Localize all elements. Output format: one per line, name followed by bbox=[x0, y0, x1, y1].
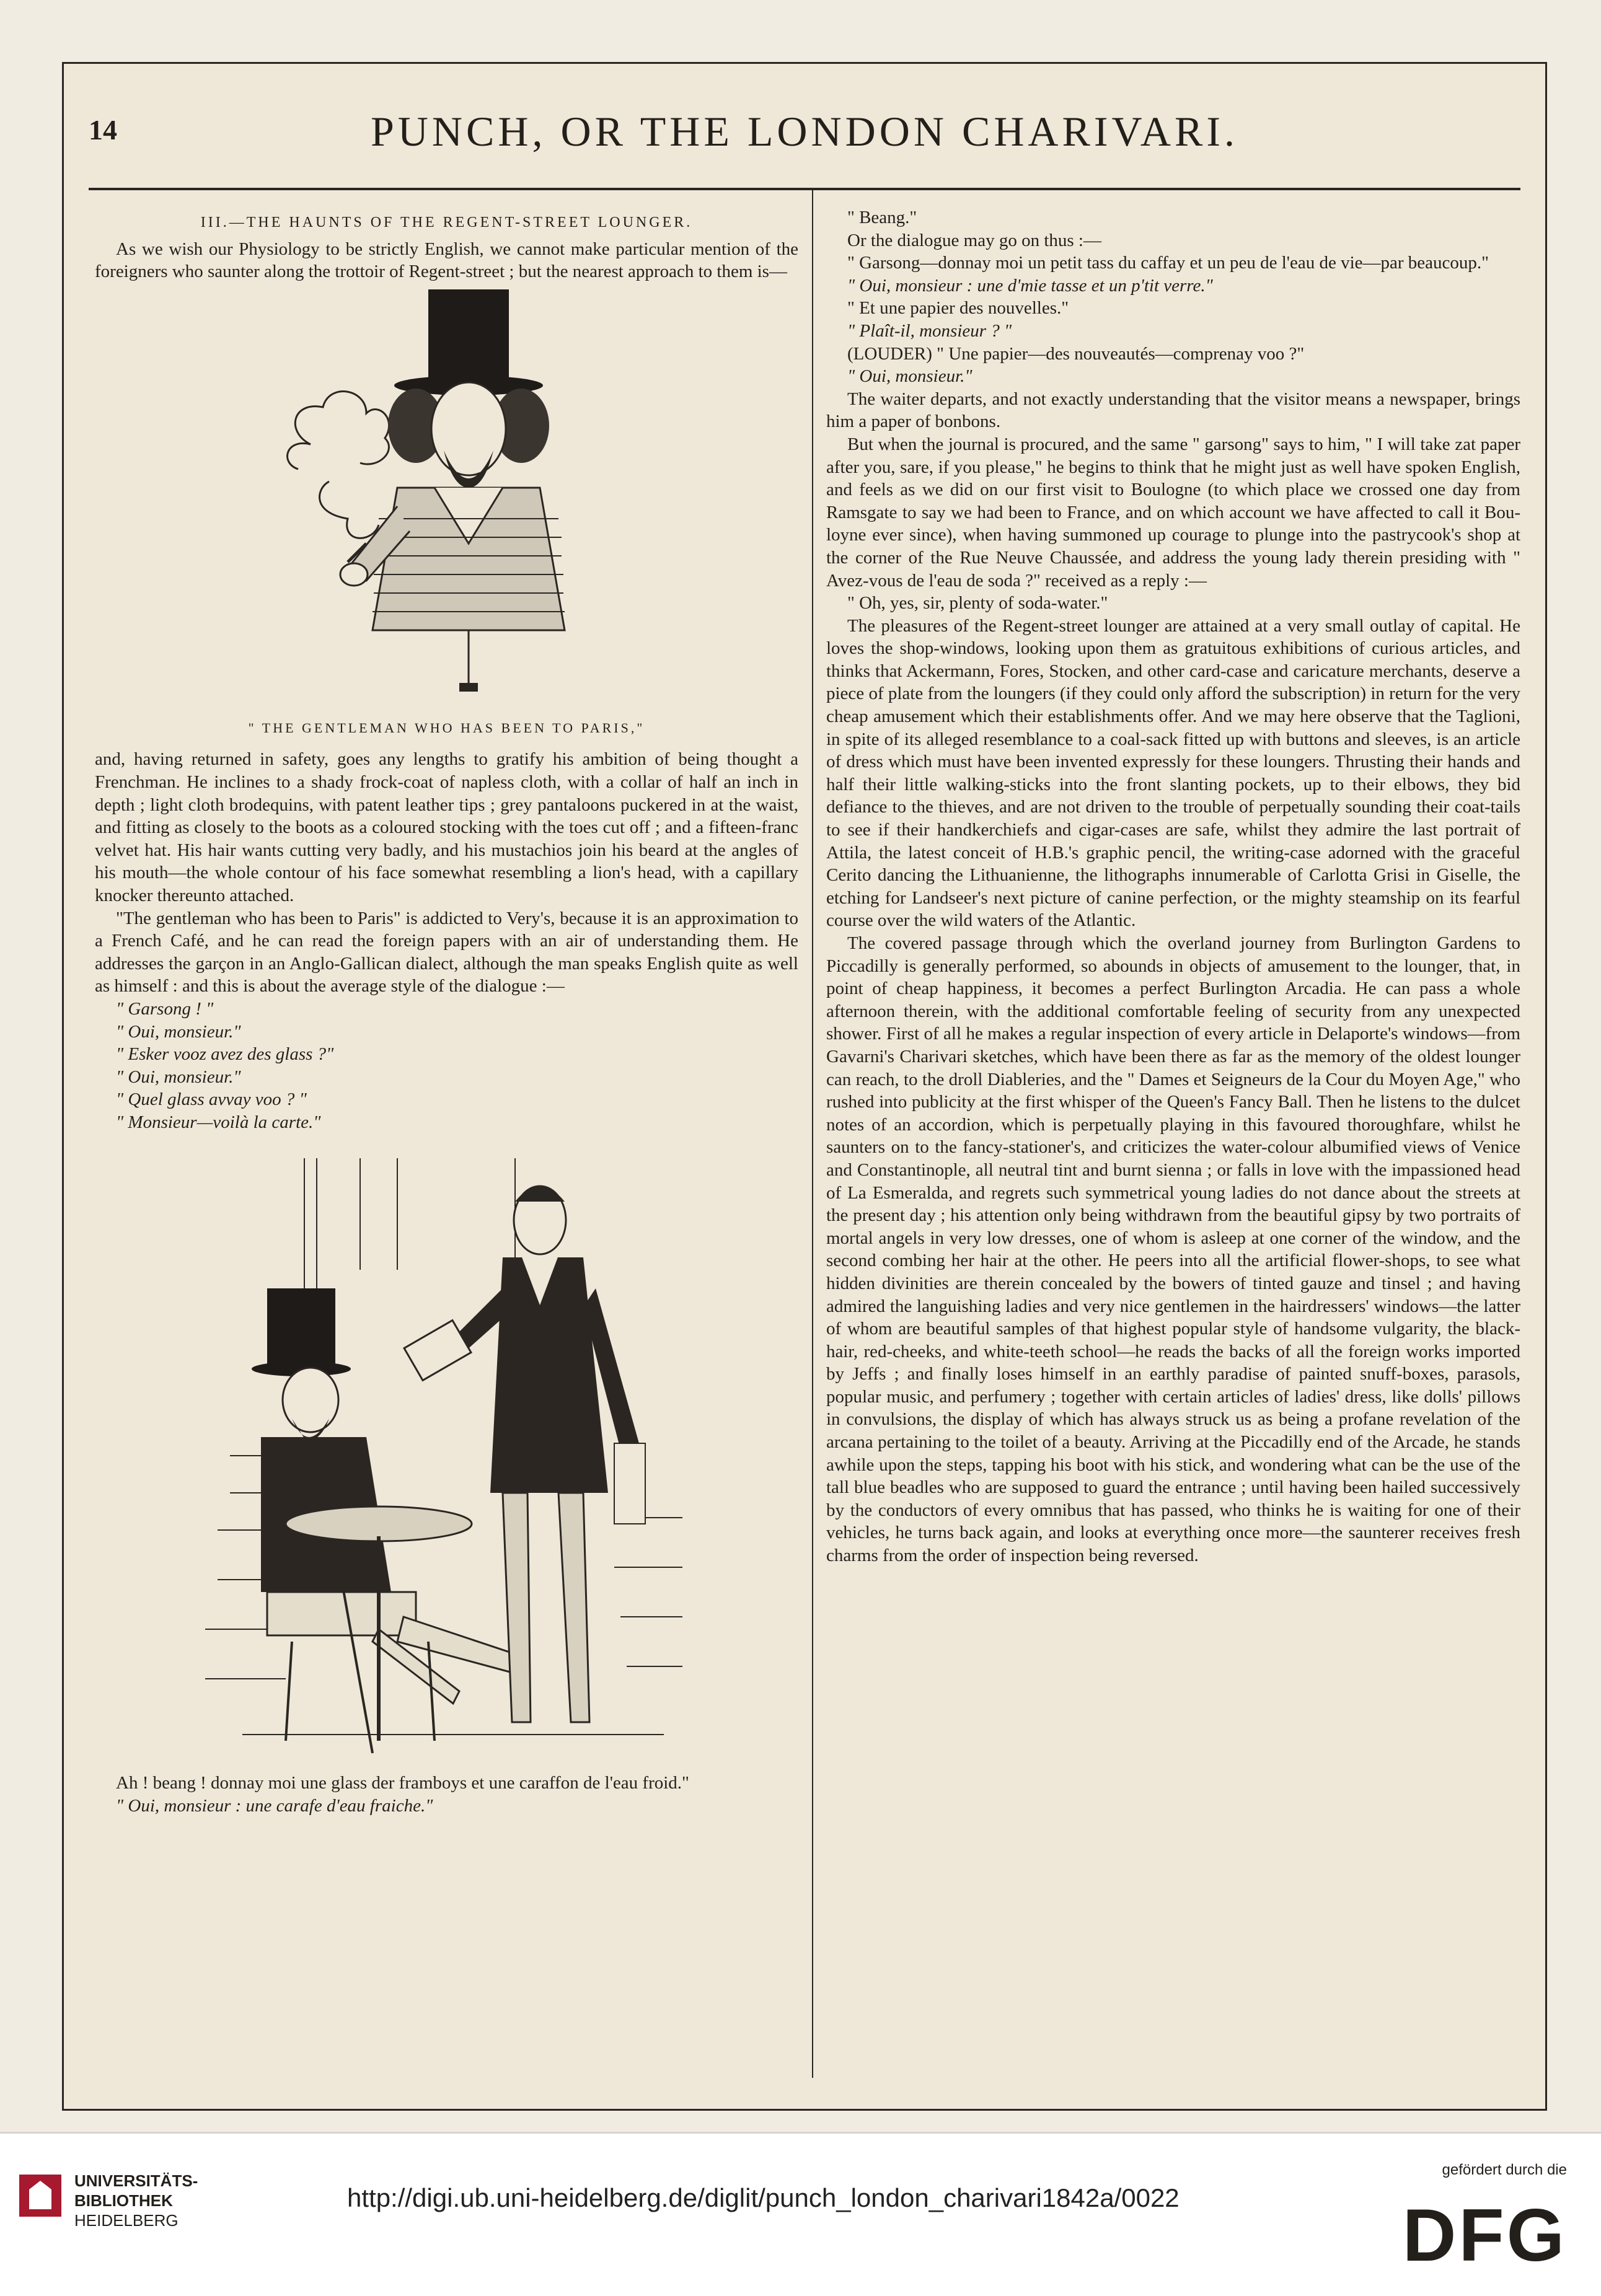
gentleman-illustration bbox=[273, 283, 620, 711]
dialogue-line: (LOUDER) " Une papier—des nouveautés—comprenay voo ?" bbox=[847, 343, 1305, 364]
library-footer bbox=[0, 2132, 1601, 2296]
cafe-scene-illustration bbox=[193, 1146, 701, 1772]
header-rule bbox=[89, 188, 1520, 190]
dialogue-line: Or the dialogue may go on thus :— bbox=[847, 230, 1101, 250]
intro-paragraph: As we wish our Physiology to be strictly English, we cannot make particular mention of the foreigners who saunter along the trottoir of Regent-street ; but the nearest approach to them is— bbox=[95, 239, 798, 282]
paragraph-verys: "The gentleman who has been to Paris" is addicted to Very's, because it is an approximation to a French Café, and he can read the foreign papers with an air of understanding them. He addresses the garçon in an Anglo-Gallican dialect, although the man speaks English quite as well as himself : and this is about the average style of the dialogue :— bbox=[95, 908, 798, 996]
paragraph-pleasures: The pleasures of the Regent-street lounger are attained at a very small outlay of capital. He loves the shop-windows, looking upon them as gratuitous exhibitions of curious articles, and thinks that Ackermann, Fores, Stocken, and other card-case and caricature merchants, deserve a piece of plate from the loungers (if they could only afford the subscription) in return for the very cheap amusement which their establishments offer. And we may here observe that the Taglioni, in spite of its alleged resemblance to a coal-sack fitted up with buttons and sleeves, is an article of dress which must have been invented expressly for these loungers. Thrusting their hands and half their little walking-sticks into the front slanting pockets, up to their elbows, they bid defiance to the thieves, and are not driven to the trouble of perpetually sounding their coat-tails to see if their handkerchiefs and cigar-cases are safe, whilst they admire the last portrait of Attila, the latest conceit of H.B.'s graphic pencil, the writing-case adorned with the graceful Cerito dancing the Lithuanienne, the lithographs innumerable of Carlotta Grisi in Giselle, the etching for Landseer's next picture of canine perfection, or the mighty steamship on its fearful course over the wild waters of the Atlantic. bbox=[826, 615, 1520, 931]
logo-line: UNIVERSITÄTS- bbox=[74, 2171, 198, 2190]
dialogue-line: " Plaît-il, monsieur ? " bbox=[847, 320, 1012, 341]
left-column bbox=[95, 206, 798, 2078]
paragraph-boulogne: But when the journal is procured, and the same " garsong" says to him, " I will take zat paper after you, sare, if you please," he begins to think that he might just as well have spoken English, and feels as we did on our first visit to Boulogne (to which place we crossed one day from Ramsgate to say we had been to France, and on which account we have affected to call it Bou-loyne ever since), when having summoned up courage to plunge into the pastrycook's shop at the corner of the Rue Neuve Chaussée, and address the young lady therein presiding with " Avez-vous de l'eau de soda ?" received as a reply :— bbox=[826, 434, 1520, 591]
cafe-caption: Ah ! beang ! donnay moi une glass der framboys et une caraffon de l'eau froid." bbox=[116, 1773, 689, 1793]
paragraph-arcade: The covered passage through which the overland journey from Burlington Gardens to Piccadilly is generally performed, so abounds in objects of amusement to the lounger, that, in point of cheap happiness, it becomes a perfect Burlington Arcadia. He can pass a whole afternoon therein, with the additional comfortable feeling of security from any unexpected shower. First of all he makes a regular inspection of every article in Delaporte's windows—from Gavarni's Charivari sketches, which have been there as far as the memory of the oldest lounger can reach, to the droll Diableries, and the " Dames et Seigneurs de la Cour du Moyen Age," who rushed into publicity at the first whisper of the Queen's Fancy Ball. Then he listens to the dulcet notes of an accordion, which is perpetually playing in this favoured thoroughfare, whilst he saunters on to the fancy-stationer's, and criticizes the water-colour albumified views of Venice and Constantinople, all neutral tint and burnt sienna ; or falls in love with the impassioned head of La Esmeralda, and regrets such symmetrical young ladies do not dance about the streets at the present day ; his attention only being withdrawn from the beautiful gipsy by two portraits of mortal angels in very low dresses, one of whom is asleep at one corner of the window, and the second combing her hair at the other. He peers into all the artificial flower-shops, to see what hidden divinities are therein concealed by the bowers of tinted gauze and tinsel ; and having admired the languishing ladies and very nice gentlemen in the hairdressers' windows—the latter of whom are beautiful samples of that highest popular style of handsome vulgarity, the black-hair, red-cheeks, and white-teeth school—he reads the backs of all the foreign works imported by Jeffs ; and finally loses himself in an earthly paradise of painted snuff-boxes, parasols, popular music, and perfumery ; together with certain articles of ladies' dress, like dolls' pillows in convulsions, the display of which has always struck us as being a profane revelation of the arcana pertaining to the toilet of a beauty. Arriving at the Piccadilly end of the Arcade, he stands awhile upon the steps, tapping his boot with his stick, and wondering what can be the use of the tall blue beadles who are supposed to guard the entrance ; until having been hailed successively by the conductors of every omnibus that has passed, who thinks he is waiting for one of their vehicles, he turns back again, and looks at everything once more—the saunterer receives fresh charms from the order of inspection being reversed. bbox=[826, 933, 1520, 1566]
dialogue-line: " Et une papier des nouvelles." bbox=[847, 298, 1069, 319]
funded-by-label: gefördert durch die bbox=[1442, 2162, 1567, 2178]
page-number: 14 bbox=[89, 114, 117, 146]
logo-line: HEIDELBERG bbox=[74, 2211, 179, 2230]
dialogue-line: " Oui, monsieur : une d'mie tasse et un p'tit verre." bbox=[847, 275, 1213, 296]
library-logo-text bbox=[74, 2171, 198, 2230]
dialogue-line: " Quel glass avvay voo ? " bbox=[116, 1089, 307, 1110]
dialogue-line: " Monsieur—voilà la carte." bbox=[116, 1112, 321, 1132]
illustration-caption-1: " THE GENTLEMAN WHO HAS BEEN TO PARIS," bbox=[248, 719, 645, 736]
dialogue-line: " Oui, monsieur." bbox=[847, 366, 973, 387]
dfg-logo: DFG bbox=[1402, 2194, 1567, 2277]
dialogue-line: " Oui, monsieur." bbox=[116, 1021, 241, 1042]
page-header bbox=[89, 107, 1520, 182]
university-seal-icon bbox=[15, 2171, 65, 2220]
dialogue-line: " Beang." bbox=[847, 208, 917, 227]
permalink[interactable]: http://digi.ub.uni-heidelberg.de/diglit/punch_london_charivari1842a/0022 bbox=[347, 2183, 1180, 2212]
dialogue-line: " Garsong—donnay moi un petit tass du caffay et un peu de l'eau de vie—par beaucoup." bbox=[847, 253, 1489, 273]
logo-line: BIBLIOTHEK bbox=[74, 2191, 173, 2210]
cafe-caption-reply: " Oui, monsieur : une carafe d'eau fraiche." bbox=[116, 1796, 433, 1816]
dialogue-line: " Oui, monsieur." bbox=[116, 1067, 241, 1087]
paragraph-soda-water: " Oh, yes, sir, plenty of soda-water." bbox=[847, 593, 1108, 614]
dialogue-line: " Esker vooz avez des glass ?" bbox=[116, 1044, 334, 1065]
paragraph-frenchman: and, having returned in safety, goes any lengths to gratify his ambition of being thought a Frenchman. He inclines to a shady frock-coat of napless cloth, with a collar of half an inch in depth ; light cloth brodequins, with patent leather tips ; grey pantaloons puckered in at the waist, and fitting as closely to the boots as a coloured stocking with the toes cut off ; and a fifteen-franc velvet hat. His hair wants cutting very badly, and his mustachios join his beard at the angles of his mouth—the whole contour of his face somewhat resembling a lion's head, with a capillary knocker thereunto attached. bbox=[95, 749, 798, 905]
dialogue-line: " Garsong ! " bbox=[116, 998, 214, 1019]
column-divider bbox=[812, 188, 813, 2078]
section-title: III.—THE HAUNTS OF THE REGENT-STREET LOUNGER. bbox=[200, 214, 693, 231]
right-column bbox=[826, 206, 1520, 2078]
paragraph-waiter: The waiter departs, and not exactly understanding that the visitor means a newspaper, brings him a paper of bonbons. bbox=[826, 389, 1520, 432]
newspaper-page bbox=[62, 62, 1547, 2111]
running-title: PUNCH, OR THE LONDON CHARIVARI. bbox=[370, 108, 1238, 155]
